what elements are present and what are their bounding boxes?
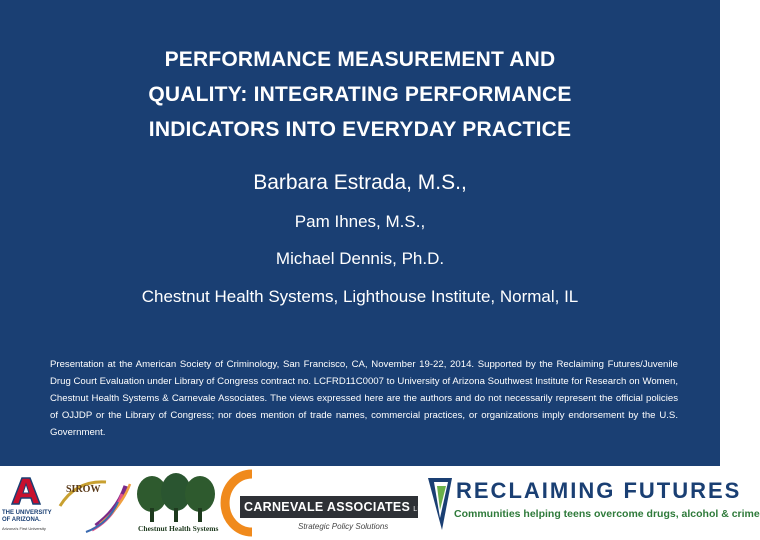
reclaiming-futures-tagline: Communities helping teens overcome drugs, alcohol & crime	[454, 508, 760, 520]
slide-title	[60, 42, 660, 147]
reclaiming-futures-logo	[424, 466, 760, 540]
presentation-note: Presentation at the American Society of Criminology, San Francisco, CA, November 19-22, 2014. Supported by the Reclaiming Futures/Juvenile Drug Court Evaluation under Library of Congress contract no. LCFRD11C0007 to University of Arizona Southwest Institute for Research on Women, Chestnut Health Systems & Carnevale Associates. The views expressed here are the authors and do not necessarily represent the official policies of OJJDP or the Library of Congress; nor does mention of trade names, commercial practices, or organizations imply endorsement by the U.S. Government.	[50, 359, 678, 438]
title-line-3: INDICATORS INTO EVERYDAY PRACTICE	[148, 118, 572, 141]
title-line-2: QUALITY: INTEGRATING PERFORMANCE	[148, 83, 572, 106]
sirow-name: SIROW	[66, 484, 101, 495]
chestnut-health-logo	[136, 466, 219, 540]
third-author: Michael Dennis, Ph.D.	[275, 249, 445, 268]
primary-author: Barbara Estrada, M.S.,	[253, 171, 467, 194]
chestnut-name: Chestnut Health Systems	[138, 524, 219, 533]
carnevale-name: CARNEVALE ASSOCIATES LLC	[244, 500, 427, 514]
author-block	[20, 166, 700, 312]
university-of-arizona-logo	[2, 466, 54, 540]
carnevale-associates-logo	[218, 466, 427, 540]
sirow-logo	[56, 466, 134, 540]
ua-name: THE UNIVERSITY OF ARIZONA.	[2, 510, 52, 523]
logo-strip	[0, 466, 760, 540]
sirow-swoosh-icon	[56, 466, 134, 540]
arizona-a-icon	[10, 476, 42, 506]
affiliation: Chestnut Health Systems, Lighthouse Institute, Normal, IL	[141, 287, 579, 306]
second-author: Pam Ihnes, M.S.,	[294, 212, 426, 231]
title-line-1: PERFORMANCE MEASUREMENT AND	[164, 48, 556, 71]
reclaiming-futures-swoosh-icon	[424, 474, 456, 534]
reclaiming-futures-name: RECLAIMING FUTURES	[456, 478, 742, 503]
ua-tagline: Arizona's First University	[2, 526, 46, 531]
carnevale-tagline: Strategic Policy Solutions	[298, 522, 389, 531]
